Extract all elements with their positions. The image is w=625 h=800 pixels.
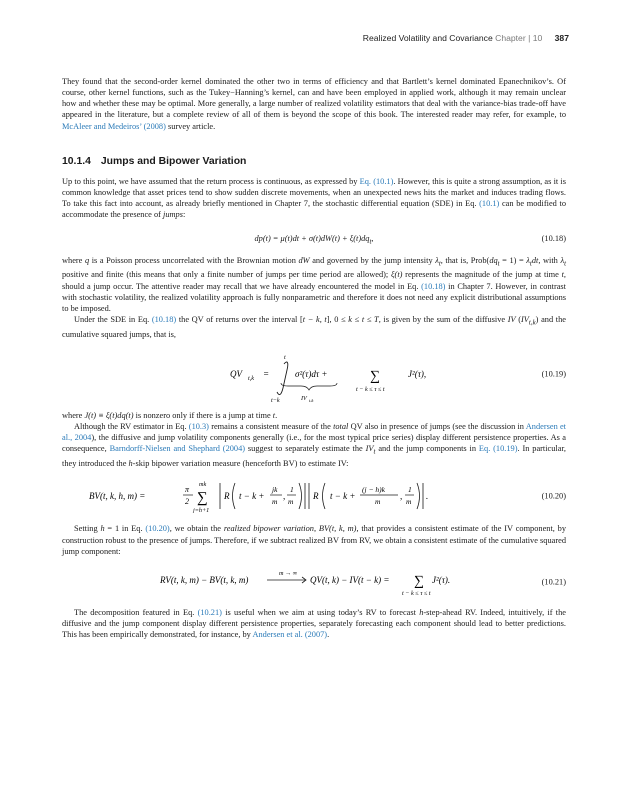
paragraph-jump-definition (62, 410, 566, 421)
math-symbol: q (84, 255, 90, 265)
paragraph-text: remains a consistent measure of the (208, 422, 334, 432)
paragraph-text: ≤ (364, 315, 375, 324)
paragraph-text: , should a jump occur. The attentive reader may recall that we have already encountered the model in Eq. (62, 270, 566, 291)
paragraph-text: , that provides a consistent estimate of the IV component, by construction robust to the presence of jumps. Therefore, if we subtract realized BV from RV, we obtain a consistent estimate of the cumulative squared jump component: (62, 524, 566, 556)
paragraph-text: , (313, 524, 319, 534)
section-number: 10.1.4 (62, 155, 91, 167)
paragraph-text: positive and finite (this means that only a finite number of jumps per time period are allowed); (62, 270, 391, 280)
paragraph-text: . (275, 410, 278, 420)
paragraph-text: ( (515, 315, 522, 324)
equation-link[interactable]: (10.18) (421, 281, 446, 291)
page-body (62, 76, 566, 640)
paragraph-text: is useful when we aim at using today’s RV to forecast (221, 607, 420, 617)
frac-jk-num: jk (272, 485, 278, 495)
paragraph-text: The decomposition featured in Eq. (74, 607, 198, 617)
citation-link[interactable]: Andersen et al., 2004 (62, 422, 566, 443)
citation-link[interactable]: Andersen et al. (2007) (252, 630, 328, 640)
paragraph-text: = 1) = (499, 255, 527, 265)
paragraph-text: -skip bipower variation measure (henceforth BV) to estimate IV: (132, 459, 349, 469)
section-title: Jumps and Bipower Variation (100, 155, 247, 167)
math-symbol: BV(t, k, m) (318, 524, 357, 534)
math-symbol: t − k, t (302, 315, 327, 324)
paragraph-jumps-intro (62, 176, 566, 221)
math-symbol: IV (507, 315, 516, 324)
frac-one-den: m (406, 497, 412, 507)
paragraph-decomposition (62, 607, 566, 640)
paragraph-rv-consistency (62, 421, 566, 469)
paragraph-text: can be modified to accommodate the presence of (62, 199, 566, 220)
jump-term: J²(τ), (408, 368, 427, 379)
math-symbol: dW (298, 255, 310, 265)
summation-sign: ∑ (414, 573, 424, 589)
pi-numerator: π (185, 485, 190, 495)
frac-jhk-num: (j − h)k (362, 485, 385, 495)
math-symbol: t (272, 410, 276, 420)
math-symbol: t (361, 315, 365, 324)
math-symbol: $IV_{t,k}$ (521, 315, 536, 327)
emphasis-text: jumps (163, 210, 183, 220)
paragraph-text: is a Poisson process uncorrelated with the Brownian motion (89, 255, 299, 265)
equation-link[interactable]: Eq. (10.19) (478, 444, 518, 454)
paragraph-text: ), the diffusive and jump volatility components generally (i.e., for the most typical price series) display different persistence properties. As a consequence, (62, 433, 567, 454)
running-title: Realized Volatility and Covariance (362, 33, 493, 43)
equation-number: (10.18) (541, 233, 566, 243)
paren-close-1 (299, 483, 302, 509)
paragraph-text: survey article. (165, 121, 216, 131)
paragraph-qv (62, 314, 566, 340)
paragraph-text: represents the magnitude of the jump at time (402, 270, 562, 280)
math-symbol: t (561, 270, 564, 280)
equation-link[interactable]: (10.1) (479, 199, 500, 209)
paragraph-text: They found that the second-order kernel dominated the other two in terms of efficiency and that Bartlett’s kernel dominated Epanechnikov’s. Of course, other kernel functions, such as the Tukey−Hanning’s kernel, can and have been employed in applied work, although it may remain unclear how and whether these may be optimal. More generally, a large number of realized volatility estimators that deal with the variance-bias trade-off have appeared in the literature, but a complete review of all of them is beyond the scope of this book. The interested reader may refer, for example, to (62, 77, 566, 120)
equation-number: (10.19) (541, 369, 566, 379)
equation-body (62, 479, 566, 513)
math-symbol: k (348, 315, 352, 324)
math-symbol: J(t) ≡ ξ(t)dq(t) (84, 410, 134, 420)
frac-jhk-den: m (375, 497, 381, 507)
frac-one-den: m (288, 497, 294, 507)
integral-sign (277, 362, 288, 395)
paragraph-text: , that is, Prob( (440, 255, 490, 265)
summation-sign: ∑ (370, 368, 380, 384)
paragraph-text: = 1 in Eq. (104, 524, 146, 534)
paragraph-text: where (62, 255, 85, 265)
period: . (426, 491, 429, 502)
paren-open-2 (323, 483, 326, 509)
equation-link[interactable]: (10.18) (151, 315, 177, 324)
summation-sign: ∑ (197, 490, 208, 507)
paragraph-text: suggest to separately estimate the (245, 444, 366, 454)
bv-lhs: BV(t, k, h, m) = (89, 491, 146, 502)
sum-upper-limit: mk (199, 481, 207, 489)
paragraph-text: the QV of returns over the interval [ (176, 315, 303, 324)
r-operator-1: R (224, 491, 230, 502)
frac-one-num: 1 (408, 485, 412, 495)
time-arg-2: t − k + (330, 491, 356, 502)
paren-close-2 (417, 483, 420, 509)
equation-body: $dp(t) = \mu(t)dt + \sigma(t)dW(t) + \xi(t)dq_t$, (254, 233, 374, 246)
paragraph-text: Up to this point, we have assumed that the return process is continuous, as expressed by (62, 176, 360, 186)
frac-jk-den: m (272, 497, 278, 507)
equation-link[interactable]: Eq. (10.1) (359, 176, 394, 186)
paragraph-bipower (62, 523, 566, 556)
equation-body (62, 346, 566, 402)
citation-link[interactable]: McAleer and Medeiros’ (2008) (62, 121, 166, 131)
math-symbol: $\lambda_tdt$ (526, 255, 539, 268)
integrand: σ²(τ)dτ + (295, 368, 328, 379)
paragraph-text: ) and the cumulative squared jumps, that is, (62, 315, 566, 339)
comma: , (283, 491, 286, 502)
math-symbol: h (128, 459, 133, 469)
section-heading (62, 156, 566, 167)
summation-range: t − k ≤ τ ≤ t (402, 589, 431, 597)
paragraph-text: . (327, 630, 330, 640)
equation-number: (10.20) (541, 491, 566, 501)
qv-subscript: t,k (248, 374, 255, 382)
paragraph-text: , we obtain the (169, 524, 224, 534)
iv-label: IV (301, 394, 307, 402)
equation-10-21 (62, 567, 566, 597)
math-symbol: $dq_t$ (489, 255, 500, 268)
integral-upper-limit: t (284, 353, 286, 361)
qv-minus-iv: QV(t, k) − IV(t − k) = (310, 574, 390, 585)
paragraph-text: and the jump components in (375, 444, 479, 454)
frac-one-num: 1 (290, 485, 294, 495)
math-symbol: $IV_t$ (365, 444, 376, 457)
math-symbol: T (374, 315, 379, 324)
paragraph-poisson (62, 255, 566, 314)
paragraph-text: where (62, 410, 85, 420)
paragraph-kernels (62, 76, 566, 132)
paragraph-text: in Chapter 7. However, in contrast with stochastic volatility, the realized volatility approach is fully nonparametric and therefore it does not need any explicit distributional assumptions to be imposed. (62, 281, 566, 313)
paragraph-text: Setting (74, 524, 101, 534)
rv-minus-bv: RV(t, k, m) − BV(t, k, m) (160, 574, 249, 585)
equation-link[interactable]: (10.20) (145, 524, 170, 534)
iv-label-subscript: t,k (309, 397, 314, 402)
paragraph-text: : (182, 210, 186, 220)
paragraph-text: ≤ (352, 315, 362, 324)
page-number: 387 (554, 33, 569, 43)
paragraph-text: -step-ahead RV. Indeed, intuitively, if the diffusive and the jump component display different persistence properties, separately forecasting each component should lead to better predictions. This has been empirically demonstrated, for instance, by (62, 607, 567, 640)
two-denominator: 2 (185, 497, 189, 507)
paren-open-1 (233, 483, 236, 509)
math-symbol: h (100, 524, 105, 534)
equation-body (62, 567, 566, 597)
summation-range: t − k ≤ τ ≤ t (356, 385, 385, 393)
chapter-label: Chapter | 10 (495, 33, 543, 43)
underbrace (281, 383, 337, 390)
paragraph-text: is nonzero only if there is a jump at time (133, 410, 273, 420)
emphasis-text: total (333, 422, 349, 432)
sum-lower-limit: j=h+1 (193, 507, 210, 514)
running-header (363, 33, 569, 43)
equals-sign: = (263, 368, 270, 379)
paragraph-text: , is given by the sum of the diffusive (378, 315, 508, 324)
equation-link[interactable]: (10.21) (197, 607, 222, 617)
emphasis-text: realized bipower variation (223, 524, 314, 534)
integral-lower-limit: t−k (271, 396, 280, 402)
r-operator-2: R (313, 491, 319, 502)
equation-link[interactable]: (10.3) (188, 422, 209, 432)
paragraph-text: . In particular, they introduced the (62, 444, 566, 469)
paragraph-text: , with (538, 255, 561, 265)
jump-term: J²(τ). (432, 574, 451, 585)
citation-link[interactable]: Barndorff-Nielsen and Shephard (2004) (109, 444, 246, 454)
qv-symbol: QV (230, 368, 242, 379)
math-symbol: $\lambda_t$ (435, 255, 441, 268)
equation-10-18 (62, 231, 566, 247)
equation-number: (10.21) (541, 577, 566, 587)
equation-10-20 (62, 479, 566, 513)
equation-10-19 (62, 346, 566, 402)
paragraph-text: QV also in presence of jumps (see the discussion in (348, 422, 526, 432)
comma: , (400, 491, 403, 502)
math-symbol: ξ(t) (390, 270, 403, 280)
paragraph-text: . However, this is quite a strong assumption, as it is common knowledge that asset prices tend to show sudden discrete movements, when an unexpected news hits the market and induces trading flows. To take this fact into account, as already briefly mentioned in Chapter 7, the stochastic differential equation (SDE) in Eq. (62, 176, 566, 209)
time-arg-1: t − k + (239, 491, 265, 502)
math-symbol: h (419, 607, 424, 617)
paragraph-text: ], 0 ≤ (326, 315, 349, 324)
math-symbol: $\lambda_t$ (560, 255, 566, 268)
paragraph-text: and governed by the jump intensity (309, 255, 436, 265)
paragraph-text: Although the RV estimator in Eq. (74, 422, 189, 432)
paragraph-text: Under the SDE in Eq. (74, 315, 152, 324)
limit-label: m → ∞ (279, 569, 298, 577)
